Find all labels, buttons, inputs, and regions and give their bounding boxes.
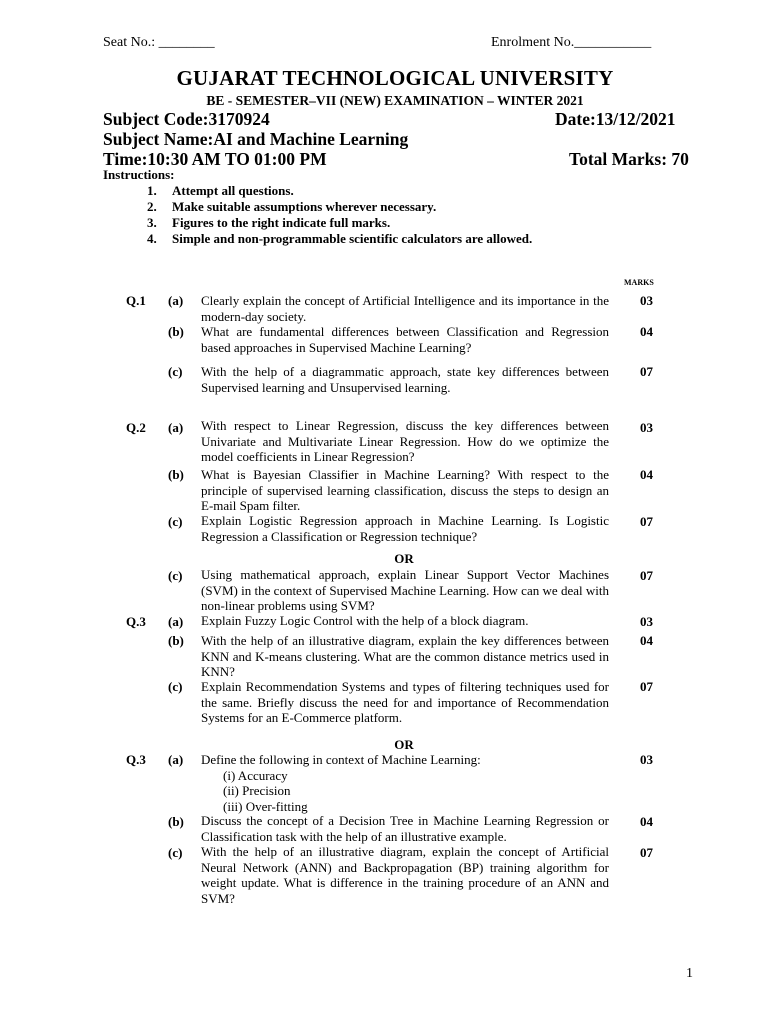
question-number: Q.2	[126, 420, 146, 435]
definition-list	[201, 768, 609, 815]
question-marks: 07	[640, 364, 653, 379]
definition-item: (ii) Precision	[223, 783, 291, 798]
question-text: What is Bayesian Classifier in Machine Learning? With respect to the principle of supervised learning classification, discuss the steps to design an E-mail Spam filter.	[201, 467, 609, 513]
enrolment-number-field: Enrolment No.___________	[491, 35, 652, 50]
question-text: Clearly explain the concept of Artificial Intelligence and its importance in the modern-day society.	[201, 293, 609, 324]
question-marks: 03	[640, 420, 653, 435]
subject-code: Subject Code:3170924	[103, 109, 270, 129]
question-text: With the help of an illustrative diagram, explain the key differences between KNN and K-means clustering. What are the common distance metrics used in KNN?	[201, 633, 609, 679]
or-separator: OR	[394, 737, 414, 752]
question-marks: 07	[640, 514, 653, 529]
question-text: With the help of an illustrative diagram, explain the concept of Artificial Neural Network (ANN) and Backpropagation (BP) training algorithm for weight update. What is difference in the training procedure of an ANN and SVM?	[201, 844, 609, 906]
question-stem: Define the following in context of Machine Learning:	[201, 752, 481, 767]
question-marks: 04	[640, 814, 653, 829]
question-marks: 04	[640, 324, 653, 339]
subquestion-label: (c)	[168, 845, 183, 860]
question-marks: 07	[640, 679, 653, 694]
exam-time: Time:10:30 AM TO 01:00 PM	[103, 149, 327, 169]
question-number: Q.1	[126, 293, 146, 308]
definition-item: (i) Accuracy	[223, 767, 288, 783]
exam-title: BE - SEMESTER–VII (NEW) EXAMINATION – WINTER 2021	[206, 93, 584, 108]
question-text: Explain Recommendation Systems and types of filtering techniques used for the same. Briefly discuss the need for and importance of Recommendation Systems for an E-Commerce platform.	[201, 679, 609, 725]
question-text: Explain Fuzzy Logic Control with the help of a block diagram.	[201, 613, 529, 628]
instructions-list	[147, 183, 532, 247]
instructions-title: Instructions:	[103, 167, 175, 182]
question-number: Q.3	[126, 614, 146, 629]
instruction-item: 3. Figures to the right indicate full marks.	[147, 215, 391, 230]
subquestion-label: (b)	[168, 814, 184, 829]
subquestion-label: (b)	[168, 633, 184, 648]
subquestion-label: (c)	[168, 679, 183, 694]
or-separator: OR	[394, 551, 414, 566]
subquestion-label: (c)	[168, 568, 183, 583]
subquestion-label: (a)	[168, 293, 184, 308]
question-text: Discuss the concept of a Decision Tree in Machine Learning Regression or Classification task with the help of an illustrative example.	[201, 813, 609, 844]
subquestion-label: (a)	[168, 752, 184, 767]
question-marks: 04	[640, 467, 653, 482]
question-marks: 03	[640, 614, 653, 629]
subquestion-label: (a)	[168, 420, 184, 435]
definition-item: (iii) Over-fitting	[223, 798, 308, 814]
total-marks: Total Marks: 70	[569, 149, 689, 169]
question-marks: 07	[640, 845, 653, 860]
question-text: Using mathematical approach, explain Linear Support Vector Machines (SVM) in the context of Supervised Machine Learning. How can we deal with non-linear problems using SVM?	[201, 567, 609, 613]
marks-column-header: MARKS	[624, 278, 654, 287]
question-number: Q.3	[126, 752, 146, 767]
subquestion-label: (b)	[168, 467, 184, 482]
subquestion-label: (b)	[168, 324, 184, 339]
subquestion-label: (c)	[168, 364, 183, 379]
page-number: 1	[686, 966, 693, 981]
subject-name: Subject Name:AI and Machine Learning	[103, 129, 409, 149]
question-text: With the help of a diagrammatic approach, state key differences between Supervised learning and Unsupervised learning.	[201, 364, 609, 395]
question-text: What are fundamental differences between Classification and Regression based approaches in Supervised Machine Learning?	[201, 324, 609, 355]
question-text	[201, 752, 609, 814]
question-text: Explain Logistic Regression approach in Machine Learning. Is Logistic Regression a Classification or Regression technique?	[201, 513, 609, 544]
question-marks: 03	[640, 752, 653, 767]
subquestion-label: (a)	[168, 614, 184, 629]
question-marks: 04	[640, 633, 653, 648]
seat-number-field: Seat No.: ________	[103, 35, 215, 50]
question-marks: 07	[640, 568, 653, 583]
instruction-item: 4. Simple and non-programmable scientific calculators are allowed.	[147, 231, 533, 246]
instruction-item: 1. Attempt all questions.	[147, 183, 294, 198]
question-marks: 03	[640, 293, 653, 308]
question-text: With respect to Linear Regression, discuss the key differences between Univariate and Multivariate Linear Regression. How do we optimize the model coefficients in Linear Regression?	[201, 418, 609, 464]
instruction-item: 2. Make suitable assumptions wherever necessary.	[147, 199, 437, 214]
subquestion-label: (c)	[168, 514, 183, 529]
exam-date: Date:13/12/2021	[555, 109, 676, 129]
university-title: GUJARAT TECHNOLOGICAL UNIVERSITY	[176, 66, 614, 90]
